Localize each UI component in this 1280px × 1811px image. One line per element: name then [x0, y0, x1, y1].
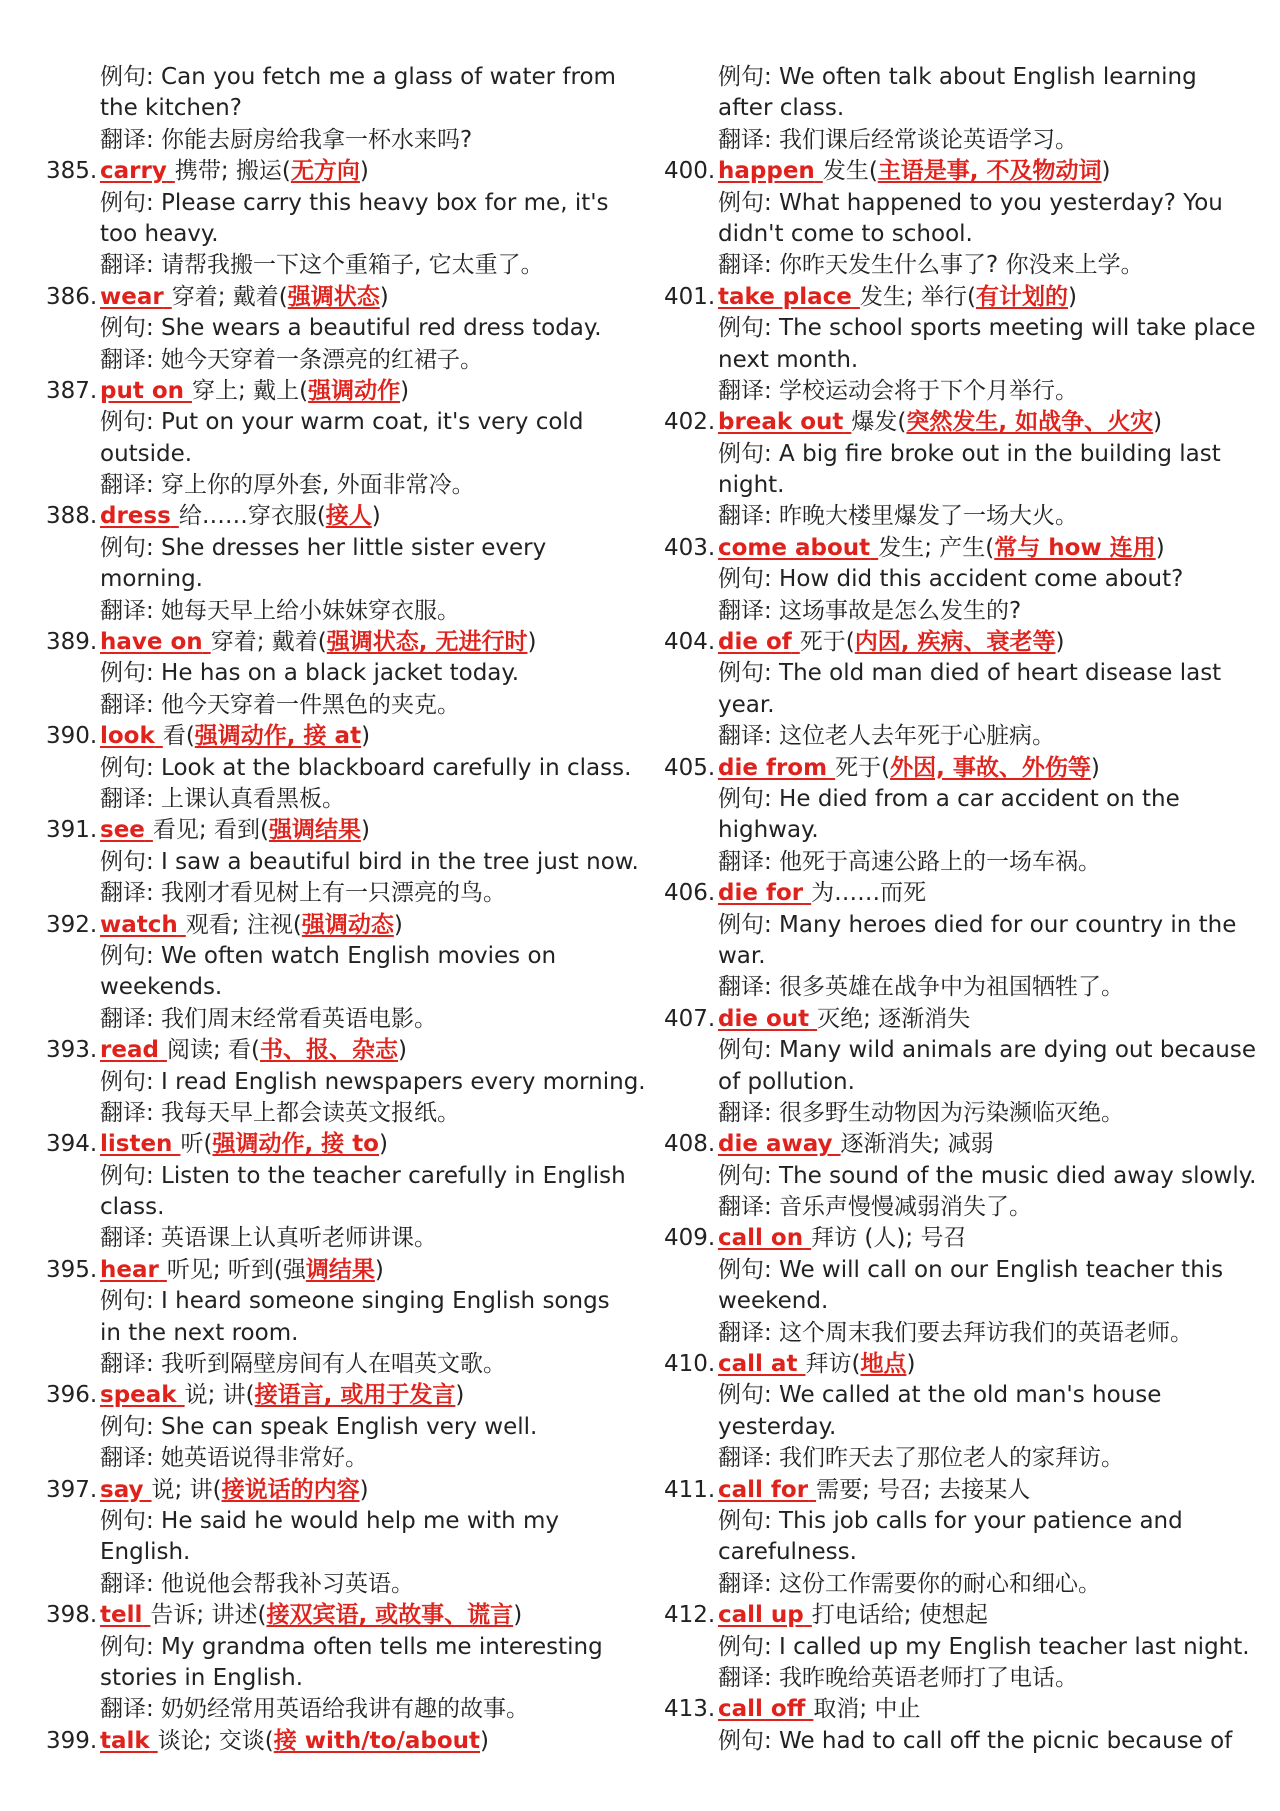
example-line: 例句: How did this accident come about?: [718, 566, 1184, 593]
usage-note: 调结果: [305, 1256, 375, 1283]
vocab-entry: [664, 282, 1264, 313]
entry-number: 407.: [664, 1005, 716, 1032]
example-line: 翻译: 穿上你的厚外套, 外面非常冷。: [100, 472, 475, 499]
entry-meaning: 阅读; 看: [166, 1037, 252, 1064]
example-line: 例句: She wears a beautiful red dress today.: [100, 315, 602, 342]
example-line: 翻译: 奶奶经常用英语给我讲有趣的故事。: [100, 1696, 530, 1723]
usage-note: 书、报、杂志: [260, 1037, 398, 1064]
headword: happen: [718, 158, 815, 185]
paren-open: (: [212, 1476, 222, 1503]
paren-open: (: [292, 911, 302, 938]
entry-meaning: 说; 讲: [184, 1382, 246, 1409]
headword: carry: [100, 158, 167, 185]
headword: call off: [718, 1696, 806, 1723]
usage-note: 强调动作: [308, 377, 401, 404]
paren-close: ): [527, 629, 537, 656]
example-line: 例句: We will call on our English teacher this: [718, 1256, 1224, 1283]
left-column: [46, 62, 646, 1757]
example-line: stories in English.: [100, 1664, 304, 1691]
example-line: 翻译: 这位老人去年死于心脏病。: [718, 723, 1056, 750]
vocab-entry: [46, 721, 636, 752]
usage-note: 突然发生, 如战争、火灾: [906, 409, 1154, 436]
vocab-entry: [46, 627, 636, 658]
example-line: 例句: He died from a car accident on the: [718, 785, 1180, 812]
paren-close: ): [1101, 158, 1111, 185]
entry-meaning: 看见; 看到: [152, 817, 260, 844]
headword: call up: [718, 1602, 804, 1629]
paren-close: ): [1155, 534, 1165, 561]
example-line: 翻译: 我听到隔壁房间有人在唱英文歌。: [100, 1351, 507, 1378]
example-line: 例句: We often watch English movies on: [100, 942, 557, 969]
headword: call on: [718, 1225, 804, 1252]
entry-meaning: 发生: [822, 158, 869, 185]
example-line: didn't come to school.: [718, 220, 973, 247]
example-line: 翻译: 我们昨天去了那位老人的家拜访。: [718, 1445, 1125, 1472]
paren-open: (: [881, 754, 891, 781]
headword: hear: [100, 1256, 159, 1283]
right-column: [664, 62, 1264, 1757]
entry-number: 399.: [46, 1727, 98, 1754]
example-line: 例句: My grandma often tells me interesting: [100, 1633, 603, 1660]
example-line: 例句: Can you fetch me a glass of water from: [100, 64, 616, 90]
headword: take place: [718, 283, 852, 310]
paren-open: (: [966, 283, 976, 310]
example-line: 例句: He said he would help me with my: [100, 1507, 560, 1534]
example-line: war.: [718, 942, 766, 969]
entry-meaning: 为……而死: [811, 880, 927, 907]
paren-close: ): [359, 1476, 369, 1503]
vocab-entry: [664, 156, 1264, 187]
usage-note: 无方向: [290, 158, 360, 185]
entry-number: 385.: [46, 158, 98, 185]
entry-meaning: 穿着; 戴着: [171, 283, 279, 310]
example-line: 翻译: 你昨天发生什么事了? 你没来上学。: [718, 252, 1144, 279]
headword: read: [100, 1037, 159, 1064]
example-line: 例句: I called up my English teacher last night.: [718, 1633, 1250, 1660]
entry-meaning: 发生; 举行: [859, 283, 967, 310]
entry-meaning: 拜访: [805, 1351, 852, 1378]
headword: watch: [100, 911, 178, 938]
example-line: 例句: Put on your warm coat, it's very cold: [100, 409, 584, 436]
entry-number: 386.: [46, 283, 98, 310]
usage-note: 强调状态, 无进行时: [326, 629, 528, 656]
example-line: 翻译: 她每天早上给小妹妹穿衣服。: [100, 597, 461, 624]
vocab-entry: [664, 407, 1264, 438]
entry-meaning: 爆发: [851, 409, 898, 436]
entry-meaning: 听: [180, 1131, 204, 1158]
paren-close: ): [360, 817, 370, 844]
vocab-entry: [46, 1600, 636, 1631]
entry-number: 405.: [664, 754, 716, 781]
example-line: English.: [100, 1539, 191, 1566]
example-line: of pollution.: [718, 1068, 855, 1095]
example-line: weekends.: [100, 974, 223, 1001]
entry-meaning: 死于: [799, 629, 846, 656]
entry-meaning: 死于: [835, 754, 882, 781]
headword: die of: [718, 629, 792, 656]
vocab-entry: [664, 1694, 1264, 1725]
example-line: morning.: [100, 566, 203, 593]
vocab-entry: [664, 1349, 1264, 1380]
paren-open: (: [251, 1037, 260, 1064]
paren-open: (: [845, 629, 855, 656]
usage-note: 强调动作, 接 at: [194, 723, 362, 750]
paren-open: (: [897, 409, 907, 436]
example-line: next month.: [718, 346, 859, 373]
example-line: 翻译: 这场事故是怎么发生的?: [718, 597, 1022, 624]
example-line: 例句: A big fire broke out in the building last: [718, 440, 1221, 467]
paren-close: ): [906, 1351, 916, 1378]
entry-number: 410.: [664, 1351, 716, 1378]
example-line: 翻译: 我刚才看见树上有一只漂亮的鸟。: [100, 880, 507, 907]
example-line: weekend.: [718, 1288, 829, 1315]
headword: call for: [718, 1476, 809, 1503]
entry-meaning: 拜访 (人); 号召: [811, 1225, 967, 1252]
entry-number: 403.: [664, 534, 716, 561]
vocab-entry: [664, 1223, 1264, 1254]
headword: speak: [100, 1382, 177, 1409]
example-line: 例句: I read English newspapers every morning.: [100, 1068, 646, 1095]
example-line: 例句: She dresses her little sister every: [100, 534, 547, 561]
entry-meaning: 穿着; 戴着: [210, 629, 318, 656]
entry-meaning: 取消; 中止: [813, 1696, 921, 1723]
entry-meaning: 穿上; 戴上: [192, 377, 300, 404]
entry-number: 389.: [46, 629, 98, 656]
paren-close: ): [379, 283, 389, 310]
vocab-entry: [664, 1600, 1264, 1631]
vocab-entry: [46, 910, 636, 941]
entry-number: 392.: [46, 911, 98, 938]
headword: put on: [100, 377, 185, 404]
usage-note: 强调动态: [301, 911, 394, 938]
paren-close: ): [1067, 283, 1077, 310]
example-line: highway.: [718, 817, 819, 844]
example-line: 翻译: 她今天穿着一条漂亮的红裙子。: [100, 346, 484, 373]
headword: tell: [100, 1602, 143, 1629]
paren-open: (强: [273, 1256, 306, 1283]
example-line: class.: [100, 1194, 165, 1221]
example-line: 翻译: 这份工作需要你的耐心和细心。: [718, 1570, 1102, 1597]
usage-note: 接双宾语, 或故事、谎言: [266, 1602, 514, 1629]
example-line: 例句: This job calls for your patience and: [718, 1507, 1183, 1534]
usage-note: 内因, 疾病、衰老等: [854, 629, 1056, 656]
entry-meaning: 发生; 产生: [878, 534, 986, 561]
paren-close: ): [393, 911, 403, 938]
example-line: 例句: Please carry this heavy box for me, it's: [100, 189, 609, 216]
vocab-entry: [46, 1255, 636, 1286]
paren-open: (: [203, 1131, 213, 1158]
entry-meaning: 携带; 搬运: [174, 158, 282, 185]
example-line: 翻译: 这个周末我们要去拜访我们的英语老师。: [718, 1319, 1194, 1346]
entry-number: 390.: [46, 723, 98, 750]
headword: listen: [100, 1131, 173, 1158]
entry-meaning: 看: [162, 723, 186, 750]
example-line: 例句: We often talk about English learning: [718, 64, 1197, 90]
paren-close: ): [1090, 754, 1100, 781]
usage-note: 强调结果: [268, 817, 361, 844]
vocab-entry: [46, 156, 636, 187]
headword: die from: [718, 754, 828, 781]
example-line: 翻译: 英语课上认真听老师讲课。: [100, 1225, 438, 1252]
entry-number: 388.: [46, 503, 98, 530]
entry-meaning: 灭绝; 逐渐消失: [817, 1005, 971, 1032]
vocab-entry: [664, 1129, 1264, 1160]
example-line: too heavy.: [100, 220, 219, 247]
vocab-entry: [664, 878, 1264, 909]
entry-number: 413.: [664, 1696, 716, 1723]
vocab-entry: [46, 1035, 636, 1066]
entry-meaning: 打电话给; 使想起: [811, 1602, 988, 1629]
headword: call at: [718, 1351, 798, 1378]
paren-close: ): [1055, 629, 1065, 656]
paren-open: (: [868, 158, 878, 185]
entry-meaning: 告诉; 讲述: [150, 1602, 258, 1629]
example-line: 翻译: 他死于高速公路上的一场车祸。: [718, 848, 1102, 875]
paren-open: (: [257, 1602, 267, 1629]
entry-number: 412.: [664, 1602, 716, 1629]
example-line: 例句: I saw a beautiful bird in the tree just now.: [100, 848, 639, 875]
paren-close: ): [371, 503, 381, 530]
example-line: 翻译: 上课认真看黑板。: [100, 785, 346, 812]
example-line: 翻译: 我每天早上都会读英文报纸。: [100, 1099, 461, 1126]
paren-open: (: [851, 1351, 861, 1378]
vocab-entry: [46, 1726, 636, 1757]
entry-meaning: 给……穿衣服: [178, 503, 317, 530]
usage-note: 常与 how 连用: [994, 534, 1156, 561]
headword: die out: [718, 1005, 810, 1032]
example-line: after class.: [718, 95, 845, 122]
headword: die away: [718, 1131, 833, 1158]
example-line: outside.: [100, 440, 193, 467]
paren-close: ): [480, 1727, 490, 1754]
entry-meaning: 观看; 注视: [185, 911, 293, 938]
usage-note: 主语是事, 不及物动词: [877, 158, 1102, 185]
paren-open: (: [281, 158, 291, 185]
paren-open: (: [259, 817, 269, 844]
paren-close: ): [374, 1256, 384, 1283]
entry-number: 393.: [46, 1037, 98, 1064]
vocab-entry: [46, 1475, 636, 1506]
entry-number: 387.: [46, 377, 98, 404]
example-line: 翻译: 我们周末经常看英语电影。: [100, 1005, 438, 1032]
entry-number: 404.: [664, 629, 716, 656]
paren-open: (: [185, 723, 195, 750]
example-line: in the next room.: [100, 1319, 299, 1346]
entry-meaning: 逐渐消失; 减弱: [840, 1131, 994, 1158]
entry-number: 402.: [664, 409, 716, 436]
entry-number: 391.: [46, 817, 98, 844]
paren-open: (: [317, 629, 327, 656]
entry-number: 411.: [664, 1476, 716, 1503]
example-line: year.: [718, 691, 775, 718]
example-line: 例句: She can speak English very well.: [100, 1413, 538, 1440]
vocab-entry: [46, 376, 636, 407]
example-line: 翻译: 我们课后经常谈论英语学习。: [718, 126, 1079, 153]
example-line: the kitchen?: [100, 95, 242, 122]
vocab-entry: [46, 815, 636, 846]
entry-number: 409.: [664, 1225, 716, 1252]
example-line: yesterday.: [718, 1413, 837, 1440]
vocab-entry: [664, 753, 1264, 784]
entry-number: 406.: [664, 880, 716, 907]
example-line: 翻译: 昨晚大楼里爆发了一场大火。: [718, 503, 1079, 530]
vocab-entry: [46, 1380, 636, 1411]
entry-meaning: 需要; 号召; 去接某人: [816, 1476, 1031, 1503]
example-line: carefulness.: [718, 1539, 857, 1566]
paren-open: (: [278, 283, 288, 310]
example-line: 例句: The sound of the music died away slowly.: [718, 1162, 1257, 1189]
paren-close: ): [379, 1131, 388, 1158]
example-line: 翻译: 很多英雄在战争中为祖国牺牲了。: [718, 974, 1125, 1001]
paren-close: ): [1153, 409, 1163, 436]
headword: break out: [718, 409, 844, 436]
paren-open: (: [264, 1727, 274, 1754]
entry-meaning: 说; 讲: [151, 1476, 213, 1503]
example-line: night.: [718, 472, 785, 499]
paren-open: (: [316, 503, 326, 530]
vocab-entry: [664, 533, 1264, 564]
vocab-entry: [46, 1129, 636, 1160]
usage-note: 外因, 事故、外伤等: [890, 754, 1091, 781]
entry-number: 400.: [664, 158, 716, 185]
example-line: 翻译: 她英语说得非常好。: [100, 1445, 369, 1472]
entry-number: 397.: [46, 1476, 98, 1503]
example-line: 例句: Look at the blackboard carefully in class.: [100, 754, 632, 781]
headword: have on: [100, 629, 203, 656]
headword: wear: [100, 283, 164, 310]
headword: talk: [100, 1727, 150, 1754]
entry-number: 396.: [46, 1382, 98, 1409]
example-line: 翻译: 他说他会帮我补习英语。: [100, 1570, 415, 1597]
paren-close: ): [400, 377, 410, 404]
headword: dress: [100, 503, 171, 530]
entry-number: 408.: [664, 1131, 716, 1158]
usage-note: 接 with/to/about: [273, 1727, 481, 1754]
paren-close: ): [513, 1602, 523, 1629]
example-line: 例句: He has on a black jacket today.: [100, 660, 520, 687]
example-line: 例句: Listen to the teacher carefully in English: [100, 1162, 626, 1189]
example-line: 例句: I heard someone singing English songs: [100, 1288, 610, 1315]
usage-note: 有计划的: [975, 283, 1068, 310]
headword: look: [100, 723, 155, 750]
vocab-entry: [46, 501, 636, 532]
paren-close: ): [361, 723, 371, 750]
example-line: 翻译: 你能去厨房给我拿一杯水来吗?: [100, 126, 473, 153]
example-line: 例句: We had to call off the picnic because of: [718, 1727, 1233, 1754]
vocab-entry: [664, 1475, 1264, 1506]
headword: die for: [718, 880, 804, 907]
paren-close: ): [455, 1382, 465, 1409]
entry-number: 395.: [46, 1256, 98, 1283]
example-line: 例句: What happened to you yesterday? You: [718, 189, 1223, 216]
usage-note: 强调动作, 接 to: [212, 1131, 379, 1158]
headword: come about: [718, 534, 871, 561]
example-line: 翻译: 音乐声慢慢减弱消失了。: [718, 1194, 1033, 1221]
usage-note: 地点: [860, 1351, 907, 1378]
usage-note: 接语言, 或用于发言: [254, 1382, 456, 1409]
entry-number: 401.: [664, 283, 716, 310]
example-line: 翻译: 很多野生动物因为污染濒临灭绝。: [718, 1099, 1125, 1126]
example-line: 翻译: 他今天穿着一件黑色的夹克。: [100, 691, 461, 718]
example-line: 例句: The old man died of heart disease last: [718, 660, 1222, 687]
headword: say: [100, 1476, 144, 1503]
entry-meaning: 谈论; 交谈: [157, 1727, 265, 1754]
headword: see: [100, 817, 145, 844]
example-line: 翻译: 学校运动会将于下个月举行。: [718, 377, 1079, 404]
paren-open: (: [299, 377, 309, 404]
paren-open: (: [985, 534, 995, 561]
paren-close: ): [359, 158, 369, 185]
paren-close: ): [398, 1037, 407, 1064]
usage-note: 强调状态: [287, 283, 380, 310]
entry-number: 394.: [46, 1131, 98, 1158]
vocab-entry: [664, 1004, 1264, 1035]
example-line: 例句: Many heroes died for our country in the: [718, 911, 1237, 938]
paren-open: (: [245, 1382, 255, 1409]
vocab-entry: [664, 627, 1264, 658]
entry-meaning: 听见; 听到: [166, 1256, 274, 1283]
example-line: 翻译: 我昨晚给英语老师打了电话。: [718, 1664, 1079, 1691]
vocab-entry: [46, 282, 636, 313]
example-line: 翻译: 请帮我搬一下这个重箱子, 它太重了。: [100, 252, 544, 279]
example-line: 例句: We called at the old man's house: [718, 1382, 1162, 1409]
usage-note: 接人: [325, 503, 372, 530]
entry-number: 398.: [46, 1602, 98, 1629]
example-line: 例句: The school sports meeting will take place: [718, 315, 1256, 342]
usage-note: 接说话的内容: [221, 1476, 360, 1503]
example-line: 例句: Many wild animals are dying out because: [718, 1037, 1257, 1064]
